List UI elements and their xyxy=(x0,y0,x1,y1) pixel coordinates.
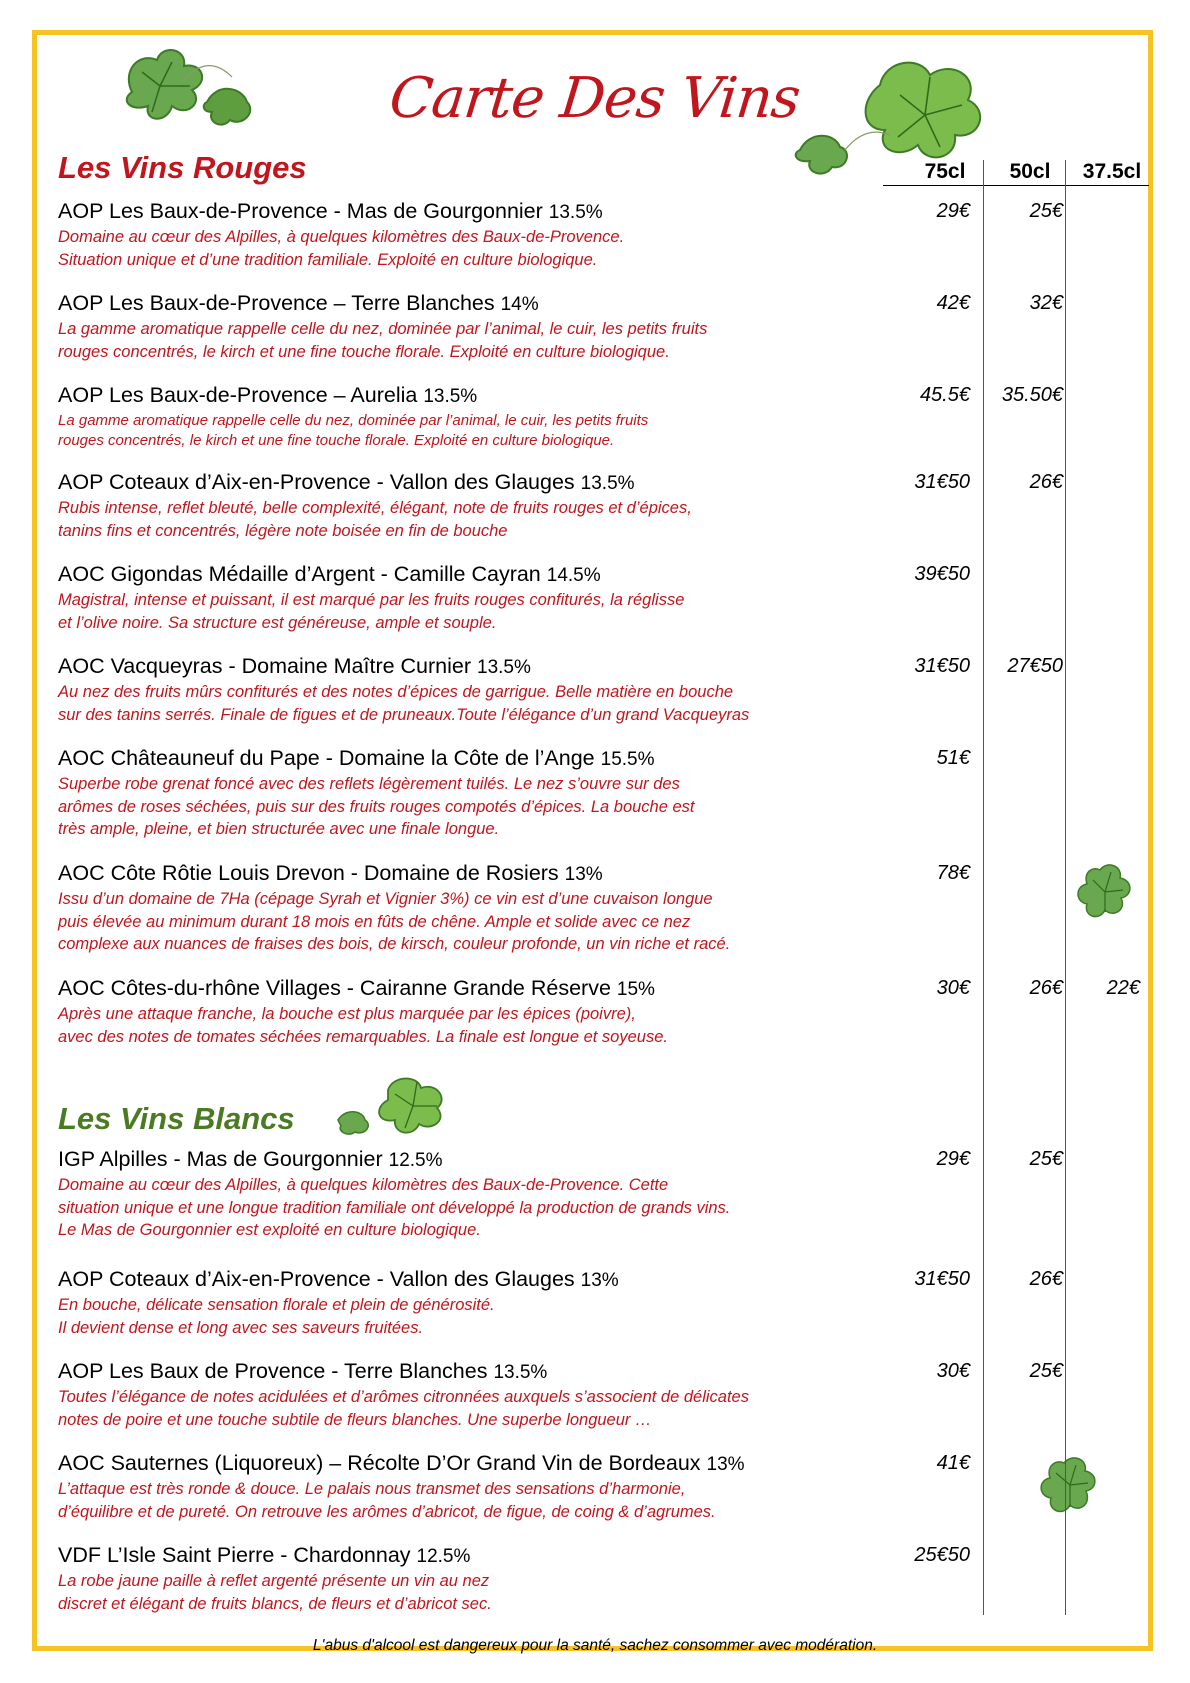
column-header-75cl: 75cl xyxy=(924,160,966,183)
wine-name xyxy=(58,290,918,318)
wine-item xyxy=(58,198,918,271)
wine-description: sur des tanins serrés. Finale de figues et de pruneaux.Toute l’élégance d’un grand Vacqueyras xyxy=(58,705,750,724)
wine-name xyxy=(58,198,918,226)
wine-description: L’attaque est très ronde & douce. Le palais nous transmet des sensations d’harmonie, xyxy=(58,1480,686,1498)
wine-item xyxy=(58,1266,918,1339)
wine-name xyxy=(58,745,918,773)
wine-item xyxy=(58,290,918,363)
wine-abv: 12.5% xyxy=(416,1546,471,1567)
wine-name-text: AOC Gigondas Médaille d’Argent - Camille Cayran xyxy=(58,562,541,586)
wine-description: situation unique et une longue tradition familiale ont développé la production de grands vins. xyxy=(58,1198,731,1217)
wine-name-text: AOP Coteaux d’Aix-en-Provence - Vallon des Glauges xyxy=(58,1267,575,1291)
wine-description: très ample, pleine, et bien structurée avec une finale longue. xyxy=(58,820,500,838)
menu-title: Carte Des Vins xyxy=(386,66,803,131)
wine-item xyxy=(58,1358,918,1431)
wine-name xyxy=(58,653,918,681)
price-50cl: 32€ xyxy=(1029,292,1063,314)
wine-name xyxy=(58,1358,918,1386)
wine-item xyxy=(58,1450,918,1523)
price-75cl: 29€ xyxy=(936,200,970,222)
price-75cl: 30€ xyxy=(936,1360,970,1382)
wine-abv: 14.5% xyxy=(546,565,601,586)
vine-leaf-icon xyxy=(1038,1455,1102,1521)
wine-description: Toutes l’élégance de notes acidulées et d’arômes citronnées auxquels s’associent de délicates xyxy=(58,1388,749,1406)
wine-item xyxy=(58,469,918,542)
price-75cl: 51€ xyxy=(936,747,970,769)
header-rule xyxy=(883,185,1149,186)
wine-name-text: AOC Châteauneuf du Pape - Domaine la Côte de l’Ange xyxy=(58,746,595,770)
wine-name xyxy=(58,1266,918,1294)
wine-name xyxy=(58,1146,918,1174)
wine-description: tanins fins et concentrés, légère note boisée en fin de bouche xyxy=(58,521,508,540)
column-divider xyxy=(1065,160,1066,1615)
wine-abv: 13.5% xyxy=(580,473,635,494)
wine-description: Situation unique et d’une tradition familiale. Exploité en culture biologique. xyxy=(58,250,598,269)
price-75cl: 45.5€ xyxy=(919,384,970,406)
vine-leaf-icon xyxy=(112,42,272,132)
wine-name xyxy=(58,561,918,589)
price-50cl: 25€ xyxy=(1029,1360,1063,1382)
column-header-50cl: 50cl xyxy=(1009,160,1051,183)
column-divider xyxy=(983,160,984,1615)
wine-description: Après une attaque franche, la bouche est plus marquée par les épices (poivre), xyxy=(58,1005,636,1023)
wine-name xyxy=(58,860,918,888)
wine-description: Domaine au cœur des Alpilles, à quelques kilomètres des Baux-de-Provence. Cette xyxy=(58,1176,669,1194)
column-header-37-5cl: 37.5cl xyxy=(1082,160,1142,183)
wine-description: d’équilibre et de pureté. On retrouve les arômes d’abricot, de figue, de coing & d’agrumes. xyxy=(58,1502,716,1521)
vine-leaf-icon xyxy=(1075,862,1135,927)
wine-name-text: AOC Sauternes (Liquoreux) – Récolte D’Or Grand Vin de Bordeaux xyxy=(58,1451,701,1475)
wine-item xyxy=(58,382,918,450)
wine-name xyxy=(58,1450,918,1478)
wine-description: puis élevée au minimum durant 18 mois en fûts de chêne. Ample et solide avec ce nez xyxy=(58,912,691,931)
wine-name-text: AOP Les Baux de Provence - Terre Blanches xyxy=(58,1359,488,1383)
wine-description: La gamme aromatique rappelle celle du nez, dominée par l’animal, le cuir, les petits fruits xyxy=(58,320,708,338)
wine-abv: 15% xyxy=(616,979,655,1000)
wine-abv: 13.5% xyxy=(423,386,478,407)
wine-description: Superbe robe grenat foncé avec des reflets légèrement tuilés. Le nez s’ouvre sur des xyxy=(58,775,680,793)
wine-description: rouges concentrés, le kirch et une fine touche florale. Exploité en culture biologique. xyxy=(58,342,670,361)
wine-name xyxy=(58,469,918,497)
price-75cl: 31€50 xyxy=(914,655,970,677)
price-75cl: 78€ xyxy=(936,862,970,884)
wine-abv: 12.5% xyxy=(388,1150,443,1171)
wine-item xyxy=(58,860,918,956)
wine-name-text: AOC Vacqueyras - Domaine Maître Curnier xyxy=(58,654,472,678)
wine-description: La gamme aromatique rappelle celle du nez, dominée par l’animal, le cuir, les petits fruits xyxy=(58,412,649,429)
wine-abv: 15.5% xyxy=(600,749,655,770)
wine-description: complexe aux nuances de fraises des bois, de kirsch, couleur profonde, un vin riche et racé. xyxy=(58,935,731,953)
wine-abv: 13% xyxy=(580,1270,619,1291)
price-50cl: 26€ xyxy=(1029,977,1063,999)
price-75cl: 39€50 xyxy=(914,563,970,585)
price-50cl: 25€ xyxy=(1029,200,1063,222)
wine-item xyxy=(58,653,918,726)
price-50cl: 35.50€ xyxy=(1001,384,1063,406)
price-75cl: 30€ xyxy=(936,977,970,999)
section-title-blancs: Les Vins Blancs xyxy=(58,1101,295,1136)
wine-description: En bouche, délicate sensation florale et plein de générosité. xyxy=(58,1296,495,1314)
wine-description: Le Mas de Gourgonnier est exploité en culture biologique. xyxy=(58,1221,481,1239)
wine-name xyxy=(58,382,918,410)
wine-name-text: AOP Les Baux-de-Provence – Aurelia xyxy=(58,383,418,407)
health-warning: L'abus d'alcool est dangereux pour la santé, sachez consommer avec modération. xyxy=(312,1637,878,1654)
wine-description: avec des notes de tomates séchées remarquables. La finale est longue et soyeuse. xyxy=(58,1027,668,1046)
wine-item xyxy=(58,1146,918,1242)
wine-item xyxy=(58,561,918,634)
wine-description: et l’olive noire. Sa structure est généreuse, ample et souple. xyxy=(58,613,497,632)
vine-leaf-icon xyxy=(333,1070,453,1140)
price-75cl: 25€50 xyxy=(914,1544,970,1566)
wine-abv: 14% xyxy=(500,294,539,315)
wine-description: Au nez des fruits mûrs confiturés et des notes d’épices de garrigue. Belle matière en bouche xyxy=(58,683,734,701)
price-75cl: 42€ xyxy=(936,292,970,314)
wine-item xyxy=(58,745,918,841)
wine-description: Il devient dense et long avec ses saveurs fruitées. xyxy=(58,1318,424,1337)
price-50cl: 26€ xyxy=(1029,1268,1063,1290)
wine-description: Issu d’un domaine de 7Ha (cépage Syrah et Vignier 3%) ce vin est d’une cuvaison longue xyxy=(58,890,713,908)
wine-name xyxy=(58,975,918,1003)
wine-abv: 13% xyxy=(706,1454,745,1475)
wine-abv: 13.5% xyxy=(477,657,531,678)
wine-abv: 13.5% xyxy=(548,202,603,223)
price-75cl: 41€ xyxy=(936,1452,970,1474)
wine-name-text: AOP Les Baux-de-Provence – Terre Blanches xyxy=(58,291,495,315)
wine-name xyxy=(58,1542,918,1570)
price-75cl: 31€50 xyxy=(914,1268,970,1290)
wine-description: arômes de roses séchées, puis sur des fruits rouges compotés d’épices. La bouche est xyxy=(58,797,695,816)
price-75cl: 29€ xyxy=(936,1148,970,1170)
wine-description: Magistral, intense et puissant, il est marqué par les fruits rouges confiturés, la réglisse xyxy=(58,591,685,609)
wine-abv: 13% xyxy=(564,864,603,885)
wine-name-text: AOC Côtes-du-rhône Villages - Cairanne Grande Réserve xyxy=(58,976,611,1000)
price-50cl: 27€50 xyxy=(1007,655,1063,677)
wine-name-text: AOC Côte Rôtie Louis Drevon - Domaine de Rosiers xyxy=(58,861,559,885)
wine-item xyxy=(58,1542,918,1615)
section-title-rouges: Les Vins Rouges xyxy=(58,150,307,185)
price-75cl: 31€50 xyxy=(914,471,970,493)
wine-description: rouges concentrés, le kirch et une fine touche florale. Exploité en culture biologique. xyxy=(58,432,615,449)
wine-description: Rubis intense, reflet bleuté, belle complexité, élégant, note de fruits rouges et d’épices, xyxy=(58,499,692,517)
wine-name-text: IGP Alpilles - Mas de Gourgonnier xyxy=(58,1147,383,1171)
wine-description: Domaine au cœur des Alpilles, à quelques kilomètres des Baux-de-Provence. xyxy=(58,228,625,246)
price-37cl: 22€ xyxy=(1106,977,1140,999)
wine-name-text: AOP Coteaux d’Aix-en-Provence - Vallon des Glauges xyxy=(58,470,575,494)
wine-description: notes de poire et une touche subtile de fleurs blanches. Une superbe longueur … xyxy=(58,1410,652,1429)
wine-name-text: VDF L’Isle Saint Pierre - Chardonnay xyxy=(58,1543,411,1567)
price-50cl: 25€ xyxy=(1029,1148,1063,1170)
wine-description: discret et élégant de fruits blancs, de fleurs et d’abricot sec. xyxy=(58,1594,492,1613)
wine-item xyxy=(58,975,918,1048)
wine-abv: 13.5% xyxy=(493,1362,548,1383)
wine-name-text: AOP Les Baux-de-Provence - Mas de Gourgonnier xyxy=(58,199,543,223)
wine-description: La robe jaune paille à reflet argenté présente un vin au nez xyxy=(58,1572,490,1590)
price-50cl: 26€ xyxy=(1029,471,1063,493)
